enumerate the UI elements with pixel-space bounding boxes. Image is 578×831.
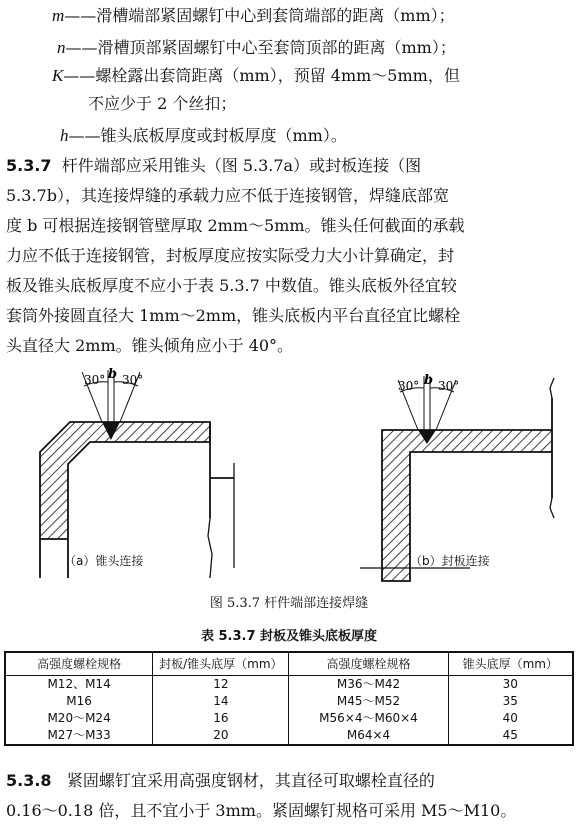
section-5-3-7-line-4: 力应不低于连接钢管，封板厚度应按实际受力大小计算确定，封 (6, 246, 455, 265)
thickness-table (4, 651, 574, 746)
section-5-3-7-line-1: 5.3.7 杆件端部应采用锥头（图 5.3.7a）或封板连接（图 (6, 156, 422, 175)
table-cell: 14 (153, 693, 289, 710)
section-5-3-8-line-1: 5.3.8 紧固螺钉宜采用高强度钢材，其直径可取螺栓直径的 (6, 771, 435, 790)
table-cell: 20 (153, 727, 289, 745)
table-row (5, 693, 573, 710)
definition-n: n——滑槽顶部紧固螺钉中心至套筒顶部的距离（mm）； (57, 38, 456, 57)
angle-label-right-b: 30° (438, 379, 460, 393)
table-row (5, 676, 573, 694)
table-cell: 12 (153, 676, 289, 694)
sealing-plate-diagram (360, 373, 554, 581)
table-cell: M36～M42 (289, 676, 448, 694)
section-5-3-8-line-2: 0.16～0.18 倍，且不宜小于 3mm。紧固螺钉规格可采用 M5～M10。 (6, 801, 517, 820)
table-cell: 45 (448, 727, 573, 745)
table-header-row (5, 652, 573, 676)
header-plate-thickness: 封板/锥头底厚（mm） (153, 652, 289, 676)
section-5-3-7-line-6: 套筒外接圆直径大 1mm～2mm，锥头底板内平台直径宜比螺栓 (6, 306, 461, 325)
caption-b: （b）封板连接 (410, 554, 490, 568)
table-cell: 40 (448, 710, 573, 727)
section-5-3-7-line-3: 度 b 可根据连接钢管壁厚取 2mm～5mm。锥头任何截面的承载 (6, 216, 465, 235)
header-bolt-spec-1: 高强度螺栓规格 (5, 652, 153, 676)
section-5-3-7-line-7: 头直径大 2mm。锥头倾角应小于 40°。 (6, 336, 294, 355)
angle-label-left-a: 30° (84, 373, 106, 387)
b-label-b: b (424, 373, 434, 388)
angle-label-right-a: 30° (122, 373, 144, 387)
table-cell: M16 (5, 693, 153, 710)
cone-head-diagram (40, 368, 234, 578)
table-cell: M12、M14 (5, 676, 153, 694)
table-title: 表 5.3.7 封板及锥头底板厚度 (200, 629, 378, 644)
table-cell: 16 (153, 710, 289, 727)
definition-h: h——锥头底板厚度或封板厚度（mm）。 (60, 126, 347, 145)
caption-a: （a）锥头连接 (64, 554, 144, 568)
section-5-3-7-line-5: 板及锥头底板厚度不应小于表 5.3.7 中数值。锥头底板外径宜较 (6, 276, 457, 295)
header-bolt-spec-2: 高强度螺栓规格 (289, 652, 448, 676)
table-cell: M64×4 (289, 727, 448, 745)
table-cell: M45～M52 (289, 693, 448, 710)
table-cell: 30 (448, 676, 573, 694)
b-label-a: b (108, 368, 118, 382)
table-cell: 35 (448, 693, 573, 710)
table-cell: M27～M33 (5, 727, 153, 745)
definition-m: m——滑槽端部紧固螺钉中心到套筒端部的距离（mm）； (52, 6, 455, 25)
figure-title: 图 5.3.7 杆件端部连接焊缝 (209, 596, 369, 611)
angle-label-left-b: 30° (398, 379, 420, 393)
table-cell: M20～M24 (5, 710, 153, 727)
header-cone-thickness: 锥头底厚（mm） (448, 652, 573, 676)
table-row (5, 710, 573, 727)
table-row (5, 727, 573, 745)
definition-k-cont: 不应少于 2 个丝扣； (88, 94, 237, 113)
section-5-3-7-line-2: 5.3.7b），其连接焊缝的承载力应不低于连接钢管，焊缝底部宽 (6, 186, 449, 205)
definition-k: K——螺栓露出套筒距离（mm），预留 4mm～5mm，但 (52, 66, 460, 85)
table-cell: M56×4～M60×4 (289, 710, 448, 727)
